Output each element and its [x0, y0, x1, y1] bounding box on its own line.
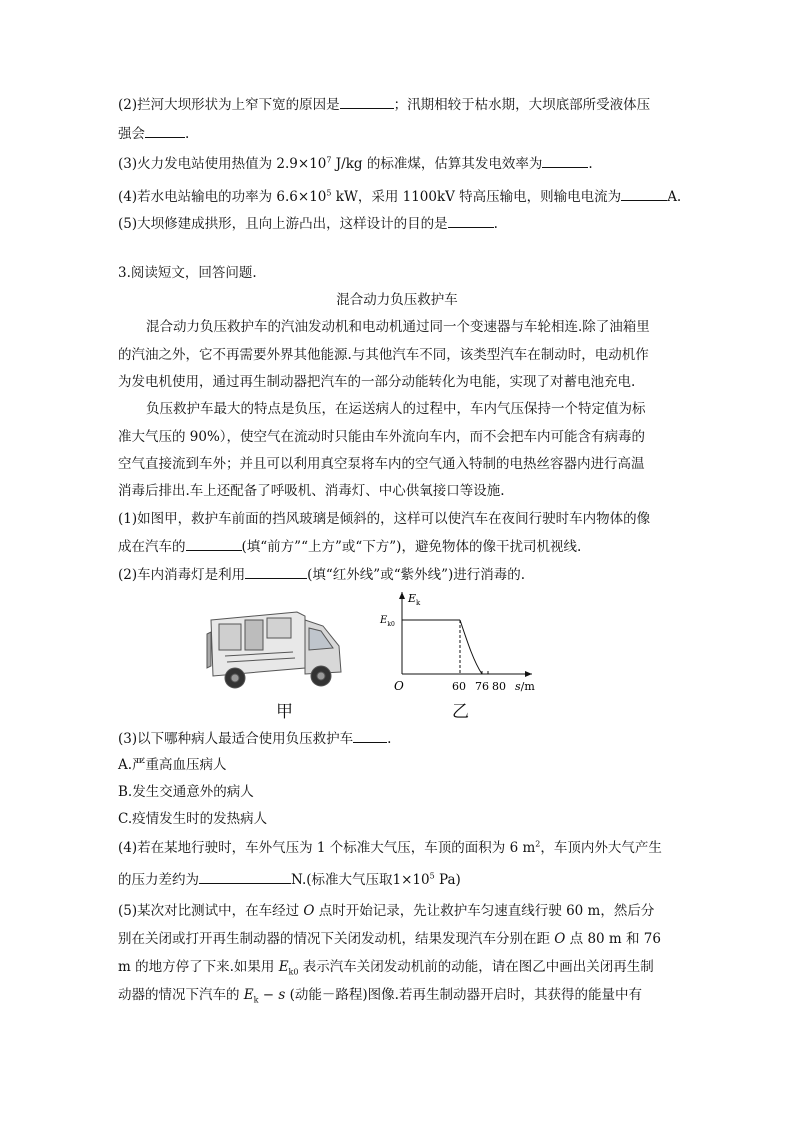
sub5-minus: −: [258, 987, 279, 1003]
sub5-line-4: [118, 985, 642, 1005]
sub4-text-d: N.(标准大气压取1×10: [291, 872, 430, 888]
option-b[interactable]: B.发生交通意外的病人: [118, 784, 254, 800]
q2-blank-2[interactable]: [145, 123, 185, 138]
sub4-text-e: Pa): [434, 872, 461, 888]
x-axis-label: s/m: [515, 680, 535, 693]
y-axis-label: $E_k$: [408, 592, 421, 607]
sub3-blank[interactable]: [353, 728, 387, 743]
x-tick-80: 80: [492, 680, 506, 693]
sub5-text-d: 点 80 m 和 76: [565, 931, 661, 947]
sub5-ek0-symbol: E: [278, 959, 289, 975]
para-1-line-3: 为发电机使用，通过再生制动器把汽车的一部分动能转化为电能，实现了对蓄电池充电.: [118, 374, 636, 390]
para-2-line-4: 消毒后排出.车上还配备了呼吸机、消毒灯、中心供氧接口等设施.: [118, 483, 505, 499]
sub5-line-2: [118, 929, 661, 949]
q3-blank[interactable]: [542, 153, 588, 168]
q3-text-b: J/kg 的标准煤，估算其发电效率为: [331, 156, 543, 172]
sub4-blank[interactable]: [199, 869, 291, 884]
sub1-text-b: (填“前方”“上方”或“下方”)，避免物体的像干扰司机视线.: [241, 539, 582, 555]
q3-text-a: (3)火力发电站使用热值为 2.9×10: [118, 156, 327, 172]
sub4-text-b: ，车顶内外大气产生: [540, 840, 662, 856]
q4-exponent: 5: [326, 188, 332, 198]
x-tick-76: 76: [475, 680, 489, 693]
sub5-ek-subscript: k: [253, 995, 259, 1005]
sub4-text-c: 的压力差约为: [118, 872, 199, 888]
sub2-line: [118, 564, 525, 585]
ambulance-illustration: [205, 606, 345, 696]
sub2-text-a: (2)车内消毒灯是利用: [118, 567, 246, 583]
sub1-blank[interactable]: [186, 536, 242, 551]
para-2-line-3: 空气直接流到车外；并且可以利用真空泵将车内的空气通入特制的电热丝容器内进行高温: [118, 456, 645, 472]
q3-line: (3)火力发电站使用热值为 $2.9\times 10^7$ J/kg 的标准煤，估算其发电效率为 .: [118, 153, 593, 174]
sub5-point-o-2: O: [554, 931, 566, 947]
q4-text-a: (4)若水电站输电的功率为 6.6×10: [118, 189, 327, 205]
y-tick-ek0: $E_{k0}$: [380, 615, 395, 628]
q2-blank-1[interactable]: [340, 94, 394, 109]
sub5-text-h: (动能－路程)图像.若再生制动器开启时，其获得的能量中有: [285, 987, 642, 1003]
para-1-line-2: 的汽油之外，它不再需要外界其他能源.与其他汽车不同，该类型汽车在制动时，电动机作: [118, 347, 649, 363]
x-tick-60: 60: [452, 680, 466, 693]
decay-curve: [460, 620, 482, 674]
sub5-text-a: (5)某次对比测试中，在车经过: [118, 903, 304, 919]
section-3-heading: 3.阅读短文，回答问题.: [118, 265, 257, 281]
q4-blank[interactable]: [621, 186, 667, 201]
sub1-text-a: 成在汽车的: [118, 539, 186, 555]
sub1-line-2: [118, 536, 581, 557]
sub3-line: (3)以下哪种病人最适合使用负压救护车 .: [118, 728, 391, 749]
para-2-line-1: 负压救护车最大的特点是负压，在运送病人的过程中，车内气压保持一个特定值为标: [146, 401, 646, 417]
sub4-exponent-2: 5: [429, 871, 435, 881]
sub5-text-e: m 的地方停了下来.如果用: [118, 959, 279, 975]
q5-line: (5)大坝修建成拱形，且向上游凸出，这样设计的目的是 .: [118, 213, 498, 234]
para-1-line-1: 混合动力负压救护车的汽油发动机和电动机通过同一个变速器与车轮相连.除了油箱里: [146, 319, 650, 335]
sub2-text-b: (填“红外线”或“紫外线”)进行消毒的.: [307, 567, 526, 583]
q4-text-c: A.: [667, 189, 682, 205]
q5-text-a: (5)大坝修建成拱形，且向上游凸出，这样设计的目的是: [118, 216, 448, 232]
sub5-point-o-1: O: [303, 903, 315, 919]
q3-exponent: 7: [326, 155, 332, 165]
sub5-line-1: [118, 901, 654, 921]
q2-text-a: (2)拦河大坝形状为上窄下宽的原因是: [118, 97, 340, 113]
sub3-text: (3)以下哪种病人最适合使用负压救护车: [118, 731, 354, 747]
sub4-exponent-1: 2: [535, 839, 541, 849]
figure-jia-caption: 甲: [276, 702, 293, 722]
q5-blank[interactable]: [448, 213, 494, 228]
para-2-line-2: 准大气压的 90%），使空气在流动时只能由车外流向车内，而不会把车内可能含有病毒的: [118, 429, 646, 445]
sub5-text-b: 点时开始记录，先让救护车匀速直线行驶 60 m，然后分: [314, 903, 655, 919]
q2-text-b: ；汛期相较于枯水期，大坝底部所受液体压: [393, 97, 651, 113]
sub5-text-f: 表示汽车关闭发动机前的动能，请在图乙中画出关闭再生制: [298, 959, 654, 975]
option-a[interactable]: A.严重高血压病人: [118, 757, 227, 773]
sub5-text-c: 别在关闭或打开再生制动器的情况下关闭发动机，结果发现汽车分别在距: [118, 931, 555, 947]
sub1-line-1: (1)如图甲，救护车前面的挡风玻璃是倾斜的，这样可以使汽车在夜间行驶时车内物体的像: [118, 511, 651, 527]
article-title: 混合动力负压救护车: [336, 292, 458, 308]
sub5-s-symbol: s: [278, 987, 286, 1003]
sub5-ek0-subscript: k0: [288, 967, 299, 977]
sub4-text-a: (4)若在某地行驶时，车外气压为 1 个标准大气压，车顶的面积为 6 m: [118, 840, 536, 856]
ek-s-graph: [378, 588, 548, 698]
sub2-blank[interactable]: [245, 564, 307, 579]
q2-line-1: [118, 94, 650, 115]
sub5-ek-symbol: E: [243, 987, 254, 1003]
q2-line-2: 强会 .: [118, 123, 189, 144]
q4-text-b: kW，采用 1100kV 特高压输电，则输电电流为: [331, 189, 622, 205]
sub5-line-3: [118, 957, 654, 977]
option-c[interactable]: C.疫情发生时的发热病人: [118, 811, 268, 827]
sub5-text-g: 动器的情况下汽车的: [118, 987, 244, 1003]
q4-line: [118, 186, 681, 207]
origin-label: O: [394, 679, 404, 693]
q2-text-c: 强会: [118, 126, 145, 142]
sub4-line-1: [118, 838, 662, 858]
sub4-line-2: [118, 869, 461, 890]
figure-yi-caption: 乙: [452, 702, 469, 722]
